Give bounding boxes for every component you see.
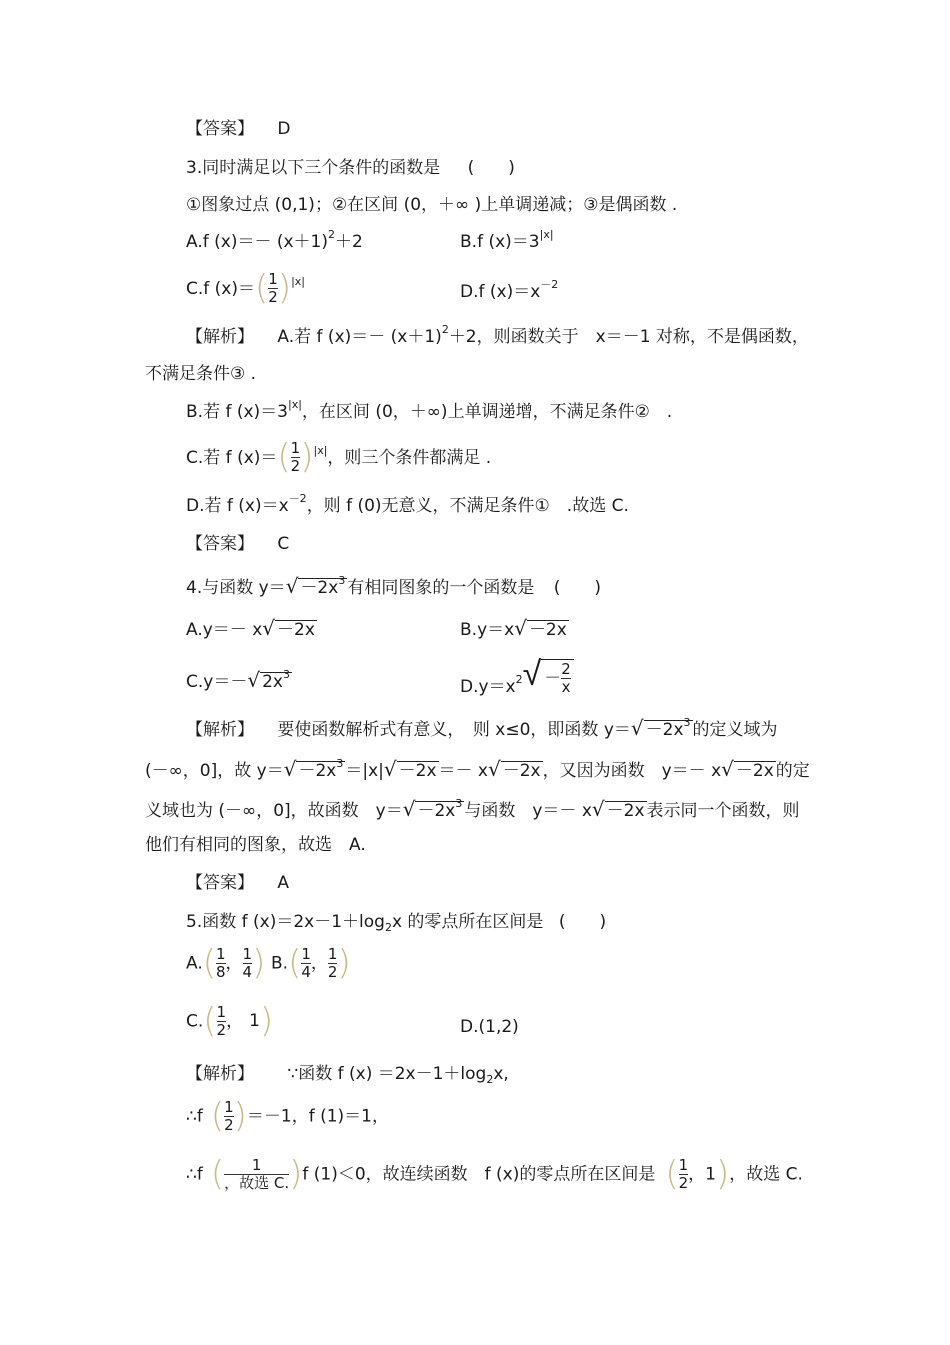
analysis-c: C.若 f (x)＝( $\frac{1}{2}$ )$^{|x|}$，则三个条件都满足 . — [186, 437, 492, 478]
analysis-line2: ∴f ( $\frac{1}{2}$ )＝－1，f (1)＝1， — [186, 1096, 389, 1137]
sqrt-symbol: √ — [285, 574, 299, 598]
answer-label: 【答案】 — [186, 119, 254, 139]
answer-line: 【答案】 A — [186, 873, 290, 893]
option-b: B.( $\frac{1}{4}$ ， $\frac{1}{2}$ ) — [271, 943, 351, 984]
analysis-line3: ∴f ( $\frac{1}{\text{，故选 C.}}$ )f (1)＜0，故连续函数 f (x)的零点所在区间是 ( $\frac{1}{2}$ ，1)，故选 C. — [186, 1154, 803, 1195]
question-5-stem: 5.函数 f $(x)=2x-1+\log_2x$ 的零点所在区间是 ( ) — [186, 912, 607, 934]
analysis-line1: 【解析】 ∵函数 f $(x) =2x-1+\log_2x$, — [186, 1064, 509, 1086]
analysis-label: 【解析】 — [186, 327, 254, 347]
answer-line — [186, 121, 291, 138]
fraction: $\frac{1}{4}$ — [242, 945, 253, 981]
option-d: $D.y=x_2√$ － $\frac{2}{x}$ — [460, 657, 574, 696]
fraction: $\frac{1}{\text{，故选 C.}}$ — [224, 1156, 290, 1192]
fraction: $\frac{1}{4}$ — [301, 945, 311, 981]
option-a: A.f $(x)=- (x+1)^2+2$ — [186, 228, 363, 252]
option-d: D.(1,2) — [460, 1017, 519, 1037]
fraction: $\frac{1}{8}$ — [216, 945, 226, 981]
option-b: B.y＝x√ －2x — [460, 616, 567, 640]
analysis-line1: 【解析】 要使函数解析式有意义， 则 x≤0，即函数 $y=√ -2x^3$ 的定义域为 — [186, 716, 778, 740]
option-b: B.f $(x)=3^{|x|}$ — [460, 228, 554, 252]
analysis-a-line1: 【解析】 A.若 f $(x)=- (x+1)^2+2$，则函数关于 x＝－1 对称，不是偶函数， — [186, 323, 809, 347]
analysis-line4: 他们有相同的图象，故选 A. — [145, 835, 366, 855]
option-c: C.y＝－√ $2x^3$ — [186, 668, 290, 692]
left-paren: ( — [255, 268, 269, 309]
analysis-b: B.若 f $(x)=3^{|x|}$，在区间 (0，＋∞)上单调递增，不满足条件② . — [186, 398, 673, 422]
fraction: $\frac{1}{2}$ — [290, 439, 301, 475]
question-3-stem: 3.同时满足以下三个条件的函数是 ( ) — [186, 158, 515, 178]
answer-value: D — [277, 119, 291, 139]
fraction: $\frac{1}{2}$ — [224, 1098, 234, 1134]
analysis-line3: 义域也为 (－∞，0]，故函数 $y=√ -2x^3$ 与函数 y＝－ x√ －2x 表示同一个函数，则 — [145, 797, 800, 821]
fraction: $\frac{1}{2}$ — [268, 270, 278, 306]
option-a: A.( $\frac{1}{8}$ ， $\frac{1}{4}$ ) — [186, 943, 266, 984]
analysis-a-line2: 不满足条件③ . — [145, 364, 257, 384]
option-d: D.f $(x)=x^{-2}$ — [460, 278, 559, 302]
answer-blank: ( ) — [467, 158, 515, 178]
fraction: $\frac{1}{2}$ — [216, 1003, 227, 1039]
right-paren: ) — [277, 268, 292, 309]
option-c: C.( $\frac{1}{2}$ ， 1) — [186, 1001, 274, 1042]
fraction: $\frac{1}{2}$ — [678, 1156, 689, 1192]
fraction: $\frac{1}{2}$ — [327, 945, 338, 981]
analysis-line2: (－∞，0]，故 $y=√ -2x^3 =|x|√ -2x =- x√ -2x$ ，又因为函数 y＝－ x√ －2x 的定 — [145, 757, 810, 781]
option-c: C.f (x)＝( $\frac{1}{2}$ )$^{|x|}$ — [186, 268, 305, 309]
answer-line: 【答案】 C — [186, 534, 290, 554]
question-3-conditions: ①图象过点 (0,1)；②在区间 (0，＋∞ )上单调递减；③是偶函数 . — [186, 195, 678, 215]
option-a: A.y＝－ x√ －2x — [186, 616, 315, 640]
question-4-stem: 4.与函数 $y=√ -2x^3$ 有相同图象的一个函数是 ( ) — [186, 574, 601, 598]
analysis-d: D.若 f $(x)=x^{-2}$，则 f (0)无意义，不满足条件① .故选 C. — [186, 492, 629, 516]
